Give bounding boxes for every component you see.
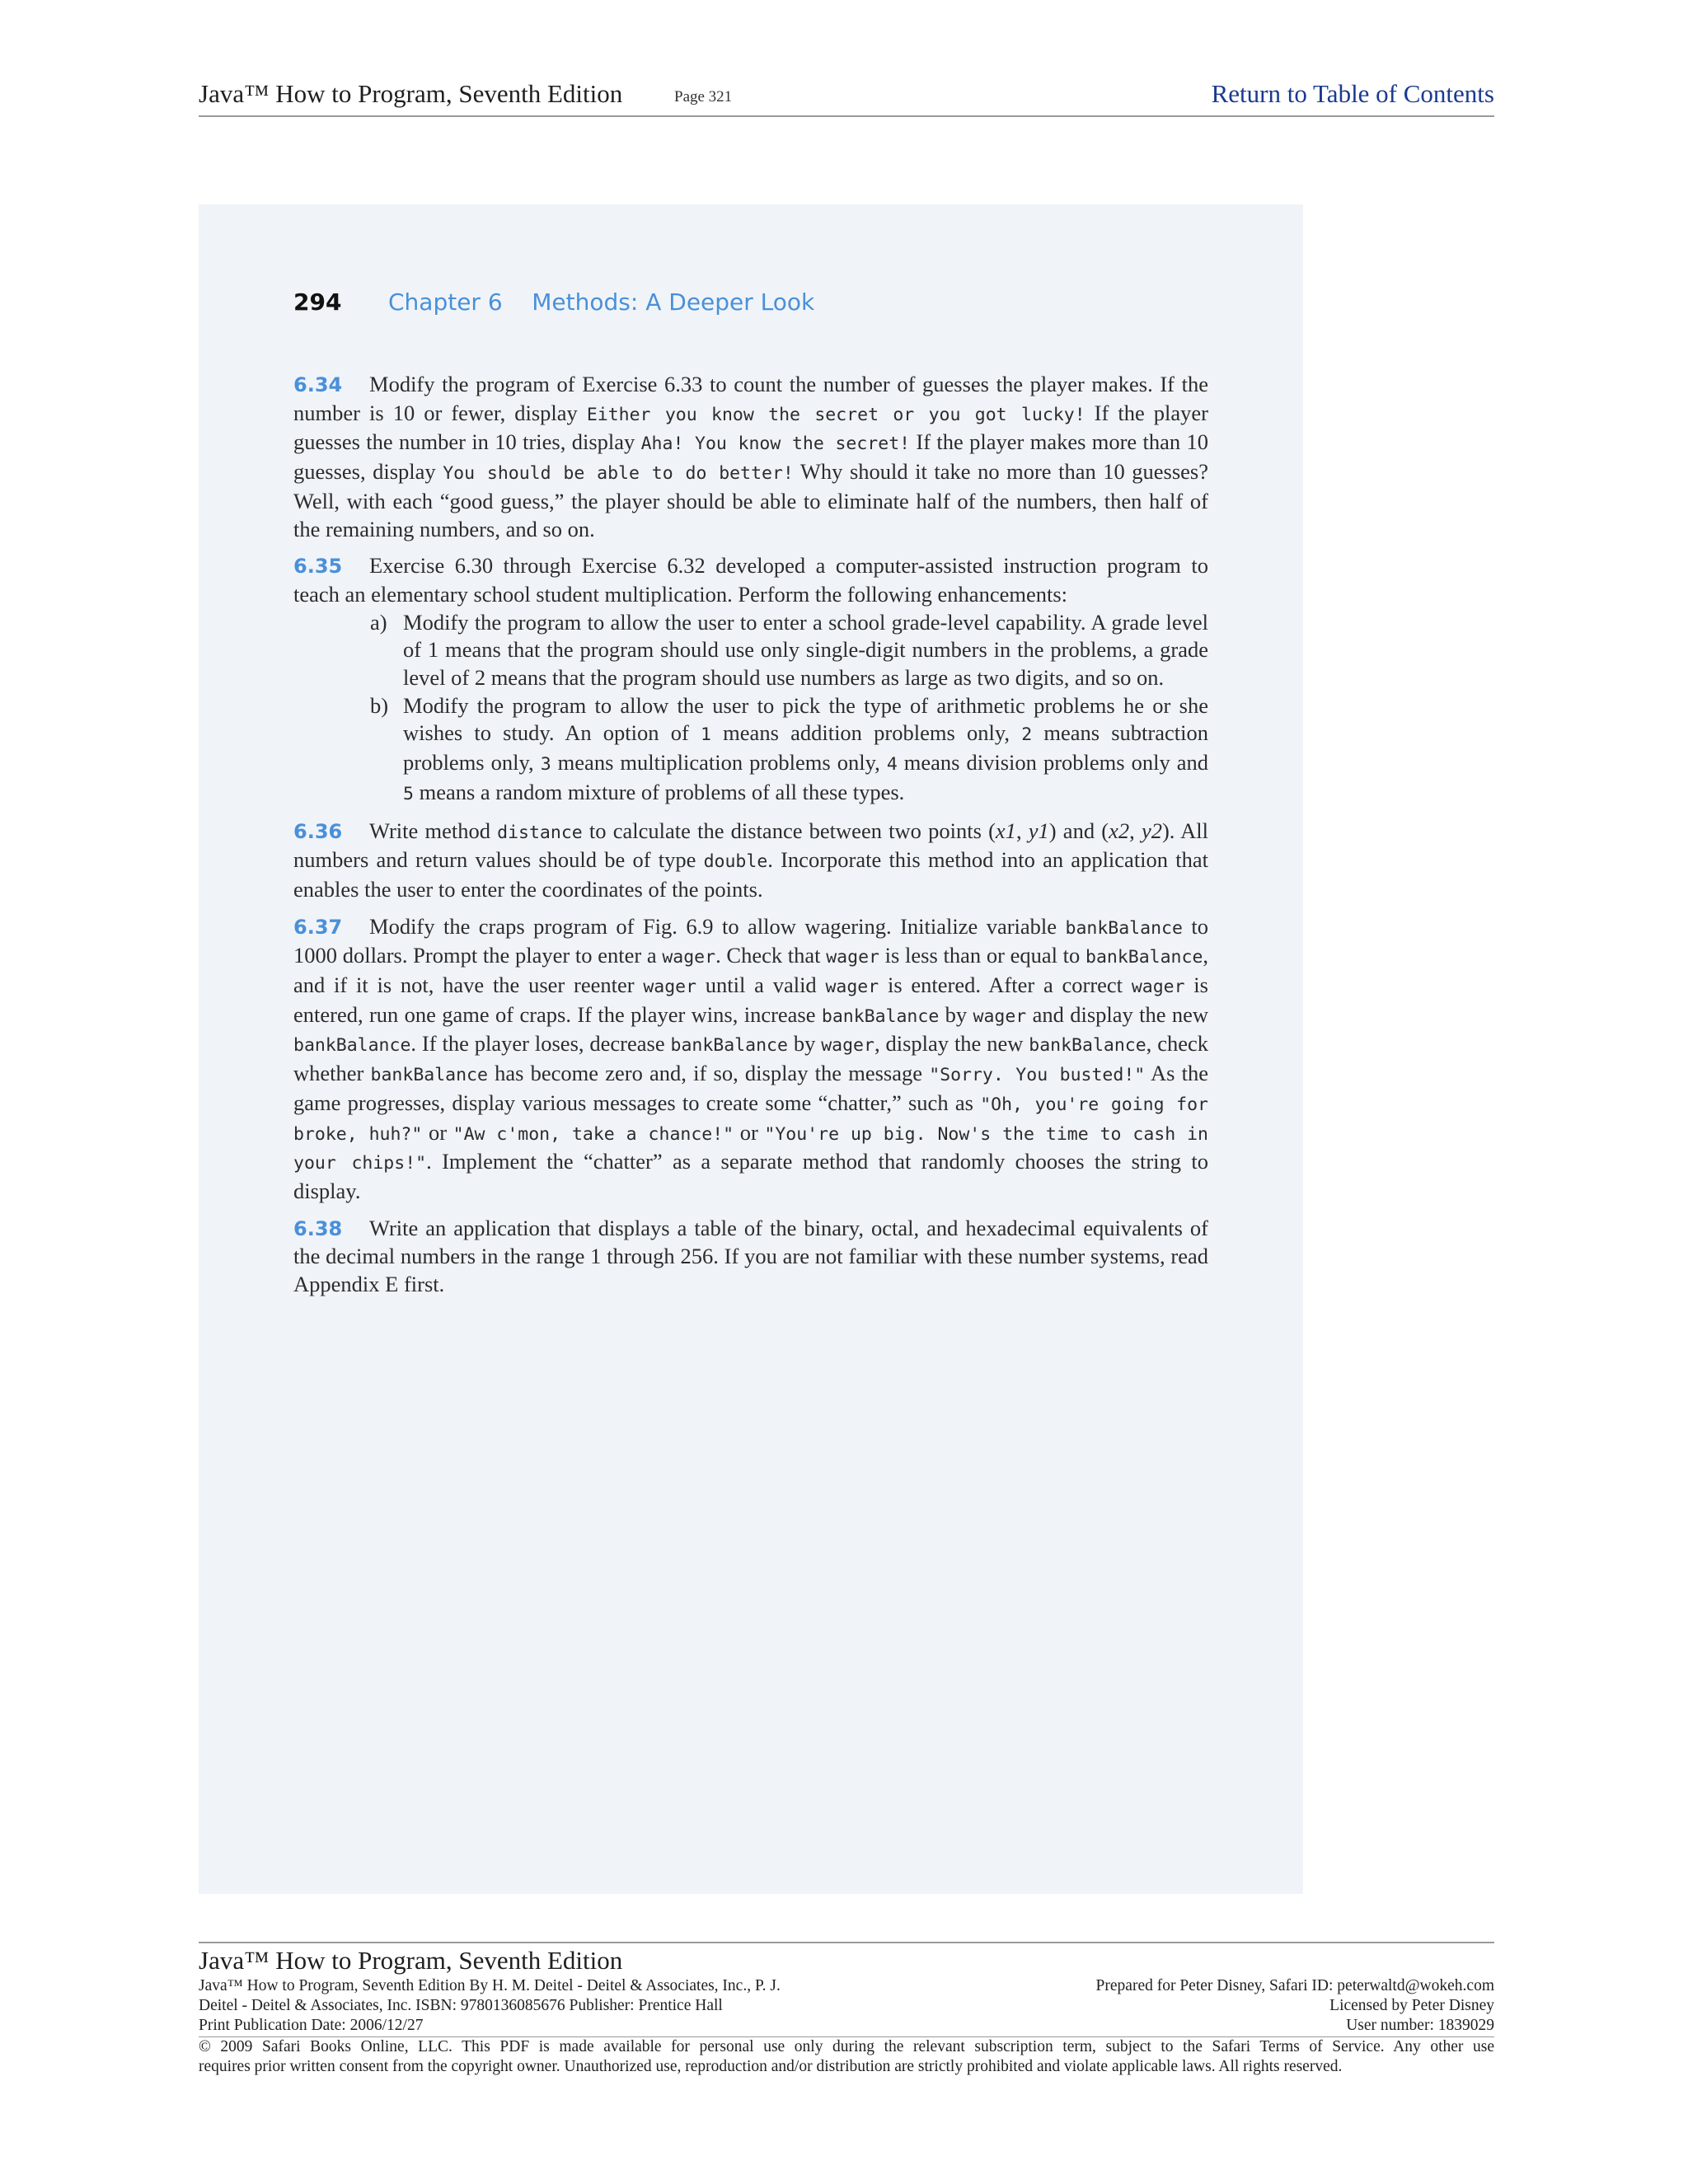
text-run: Exercise 6.30 through Exercise 6.32 developed a computer-assisted instruction program to teach an elementary school student multiplication. Perform the following enhancements: (293, 553, 1208, 607)
exercise-list (293, 371, 1208, 1308)
exercise-text (293, 371, 1208, 543)
publication-line: Java™ How to Program, Seventh Edition By H. M. Deitel - Deitel & Associates, Inc., P. J. (199, 1977, 781, 1994)
text-run: means a random mixture of problems of all these types. (413, 779, 905, 804)
license-info (1096, 1976, 1494, 2036)
text-run: is entered. After a correct (879, 972, 1132, 998)
text-run: is less than or equal to (879, 943, 1085, 968)
text-run: If the player guesses the number in 10 tries, display (293, 400, 1208, 455)
exercise-6-35 (293, 552, 1208, 808)
math-variable: x2 (1109, 818, 1130, 843)
exercise-6-37 (293, 913, 1208, 1206)
text-run: means multiplication problems only, (551, 750, 887, 776)
license-line: Prepared for Peter Disney, Safari ID: peterwaltd@wokeh.com (1095, 1977, 1494, 1994)
text-run: . Implement the “chatter” as a separate method that randomly chooses the string to display. (293, 1149, 1208, 1203)
text-run: until a valid (696, 972, 826, 998)
code-term: wager (825, 977, 879, 998)
text-run: ). All numbers and return values should be of type (293, 818, 1209, 873)
text-run: Write method (369, 818, 498, 843)
exercise-text (293, 552, 1208, 608)
text-run: Modify the program of Exercise 6.33 to count the number of guesses the player makes. If the number is 10 or fewer, display (293, 372, 1208, 425)
footer-book-title: Java™ How to Program, Seventh Edition (199, 1946, 623, 1975)
exercise-number: 6.36 (293, 819, 343, 843)
book-title: Java™ How to Program, Seventh Edition (199, 79, 623, 108)
exercise-number: 6.35 (293, 555, 343, 579)
footer-metadata (199, 1976, 1494, 2036)
footer-divider (199, 1942, 1494, 1943)
code-term: wager (643, 977, 697, 998)
list-item-text (403, 692, 1208, 808)
page-footer (199, 1942, 1494, 2077)
exercise-text (293, 913, 1208, 1206)
math-variable: y2 (1141, 818, 1162, 843)
text-run: by (787, 1031, 822, 1057)
list-item-label: b) (370, 692, 389, 718)
text-run: is entered, run one game of craps. If the player wins, increase (293, 972, 1208, 1027)
return-to-toc-link[interactable]: Return to Table of Contents (1211, 79, 1494, 108)
page-header (199, 76, 1494, 117)
publication-line: Print Publication Date: 2006/12/27 (199, 2017, 424, 2034)
text-run: to calculate the distance between two points ( (582, 818, 996, 843)
code-term: wager (973, 1005, 1027, 1027)
text-run: . If the player loses, decrease (410, 1031, 671, 1057)
list-item (370, 692, 1208, 808)
text-run: by (939, 1001, 973, 1027)
text-run: Write an application that displays a table of the binary, octal, and hexadecimal equivalents of the decimal numbers in the range 1 through 256. If you are not familiar with these number systems, read Appendix E first. (293, 1215, 1208, 1297)
code-term: wager (826, 947, 879, 968)
code-term: double (703, 851, 768, 873)
code-term: wager (662, 947, 716, 968)
text-run: Modify the program to allow the user to pick the type of arithmetic problems he or she wishes to study. An option of (403, 692, 1208, 746)
code-term: wager (821, 1035, 874, 1057)
list-item-label: a) (370, 609, 387, 635)
math-variable: y1 (1028, 818, 1049, 843)
code-term: 2 (1021, 724, 1033, 746)
code-term: bankBalance (293, 1035, 411, 1057)
exercise-number: 6.34 (293, 373, 343, 396)
code-term: distance (497, 822, 583, 843)
exercise-text (293, 1215, 1208, 1299)
text-run: to 1000 dollars. Prompt the player to enter a (293, 913, 1208, 968)
code-term: 4 (886, 754, 898, 776)
exercise-6-34 (293, 371, 1208, 543)
text-run: means division problems only and (897, 750, 1208, 776)
text-run: and display the new (1026, 1001, 1209, 1027)
code-term: bankBalance (670, 1035, 788, 1057)
list-item (370, 609, 1208, 692)
exercise-number: 6.37 (293, 915, 343, 939)
chapter-title: Chapter 6 Methods: A Deeper Look (388, 288, 815, 316)
text-run: , display the new (874, 1031, 1029, 1057)
text-run: has become zero and, if so, display the message (487, 1061, 930, 1086)
code-term: Either you know the secret or you got lucky! (586, 404, 1085, 425)
text-run: or (734, 1119, 765, 1145)
exercise-6-38 (293, 1215, 1208, 1299)
text-run: , (1129, 818, 1142, 843)
printed-page-number: 294 (293, 288, 342, 316)
text-run: Why should it take no more than 10 guesses? Well, with each “good guess,” the player should be able to eliminate half of the numbers, then half of the remaining numbers, and so on. (293, 459, 1209, 541)
text-run: , (1015, 818, 1029, 843)
license-line: Licensed by Peter Disney (1329, 1997, 1494, 2014)
code-term: bankBalance (370, 1065, 488, 1086)
text-run: or (422, 1119, 453, 1145)
code-term: bankBalance (821, 1005, 940, 1027)
copyright-line: © 2009 Safari Books Online, LLC. This PDF is made available for personal use only during the relevant subscription term, subject to the Safari Terms of Service. Any other use (199, 2038, 1494, 2055)
publication-line: Deitel - Deitel & Associates, Inc. ISBN: 9780136085676 Publisher: Prentice Hall (199, 1997, 723, 2014)
text-run: ) and ( (1048, 818, 1109, 843)
exercise-text (293, 818, 1208, 904)
exercise-number: 6.38 (293, 1216, 343, 1240)
publication-info (199, 1976, 781, 2036)
text-run: Modify the program to allow the user to enter a school grade-level capability. A grade level of 1 means that the program should use only single-digit numbers in the problems, a grade level of 2 means that the program should use numbers as large as two digits, and so on. (403, 609, 1208, 691)
code-term: 1 (701, 724, 711, 746)
text-run: , and if it is not, have the user reenter (293, 943, 1209, 998)
list-item-text (403, 609, 1208, 692)
text-run: . Check that (715, 943, 827, 968)
code-term: "Oh, you're going for broke, huh?" (293, 1094, 1208, 1145)
text-run: means subtraction problems only, (403, 720, 1208, 776)
page-label: Page 321 (674, 88, 733, 105)
code-term: "Aw c'mon, take a chance!" (452, 1123, 734, 1145)
code-term: bankBalance (1085, 947, 1203, 968)
text-run: If the player makes more than 10 guesses, display (293, 429, 1209, 485)
code-term: "Sorry. You busted!" (929, 1065, 1146, 1086)
code-term: wager (1131, 977, 1185, 998)
code-term: Aha! You know the secret! (640, 434, 911, 455)
copyright-line: requires prior written consent from the copyright owner. Unauthorized use, reproduction and/or distribution are strictly prohibited and violate applicable laws. All rights reserved. (199, 2058, 1343, 2075)
code-term: bankBalance (1065, 917, 1183, 939)
exercise-6-36 (293, 818, 1208, 904)
sub-item-list (370, 609, 1208, 808)
license-line: User number: 1839029 (1346, 2017, 1494, 2034)
book-page (199, 204, 1303, 1894)
text-run: , check whether (293, 1031, 1208, 1086)
code-term: 5 (403, 783, 414, 804)
code-term: bankBalance (1029, 1035, 1146, 1057)
text-run: . Incorporate this method into an application that enables the user to enter the coordinates of the points. (293, 847, 1208, 902)
text-run: As the game progresses, display various messages to create some “chatter,” such as (293, 1061, 1208, 1115)
text-run: means addition problems only, (710, 720, 1022, 746)
code-term: 3 (540, 754, 551, 776)
math-variable: x1 (995, 818, 1016, 843)
text-run: Modify the craps program of Fig. 6.9 to allow wagering. Initialize variable (369, 913, 1066, 939)
code-term: You should be able to do better! (443, 463, 794, 485)
code-term: "You're up big. Now's the time to cash in your chips!" (293, 1123, 1208, 1174)
